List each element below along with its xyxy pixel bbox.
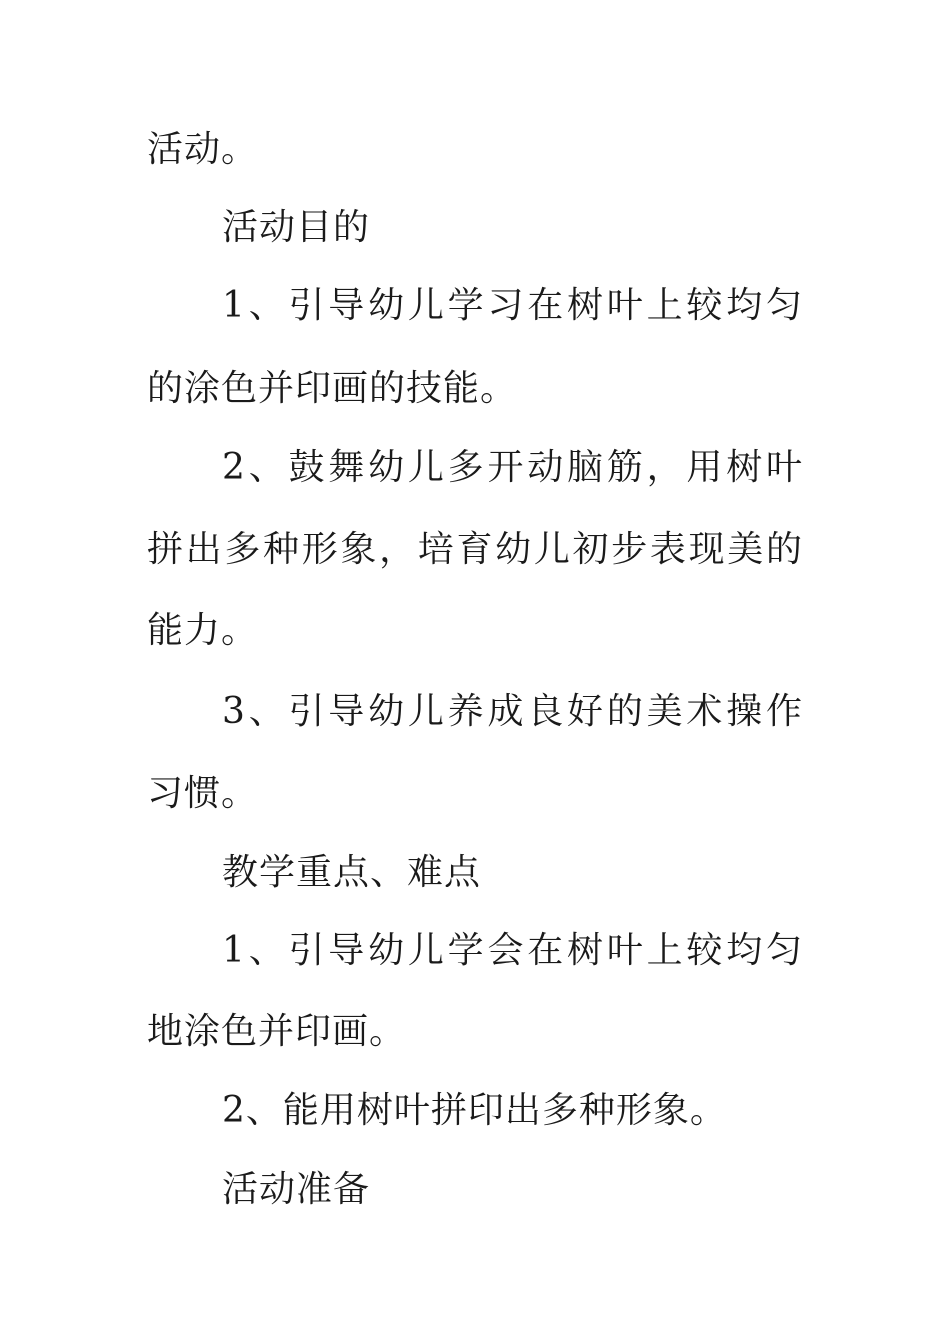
section-heading-key-points: 教学重点、难点 [222,852,482,893]
text-line: 活动。 [147,129,259,170]
text-line: 能力。 [147,610,259,651]
text-line: 1、引导幼儿学习在树叶上较均匀 [222,285,803,326]
text-line: 3、引导幼儿养成良好的美术操作 [222,691,803,732]
text-line: 1、引导幼儿学会在树叶上较均匀 [222,930,803,971]
section-heading-activity-goal: 活动目的 [222,207,371,248]
text-line: 2、能用树叶拼印出多种形象。 [222,1090,727,1131]
text-line: 的涂色并印画的技能。 [147,368,518,409]
section-heading-preparation: 活动准备 [222,1169,371,1210]
text-line: 2、鼓舞幼儿多开动脑筋，用树叶 [222,447,803,488]
text-line: 习惯。 [147,773,259,814]
text-line: 地涂色并印画。 [147,1011,407,1052]
text-line: 拼出多种形象，培育幼儿初步表现美的 [147,529,803,570]
